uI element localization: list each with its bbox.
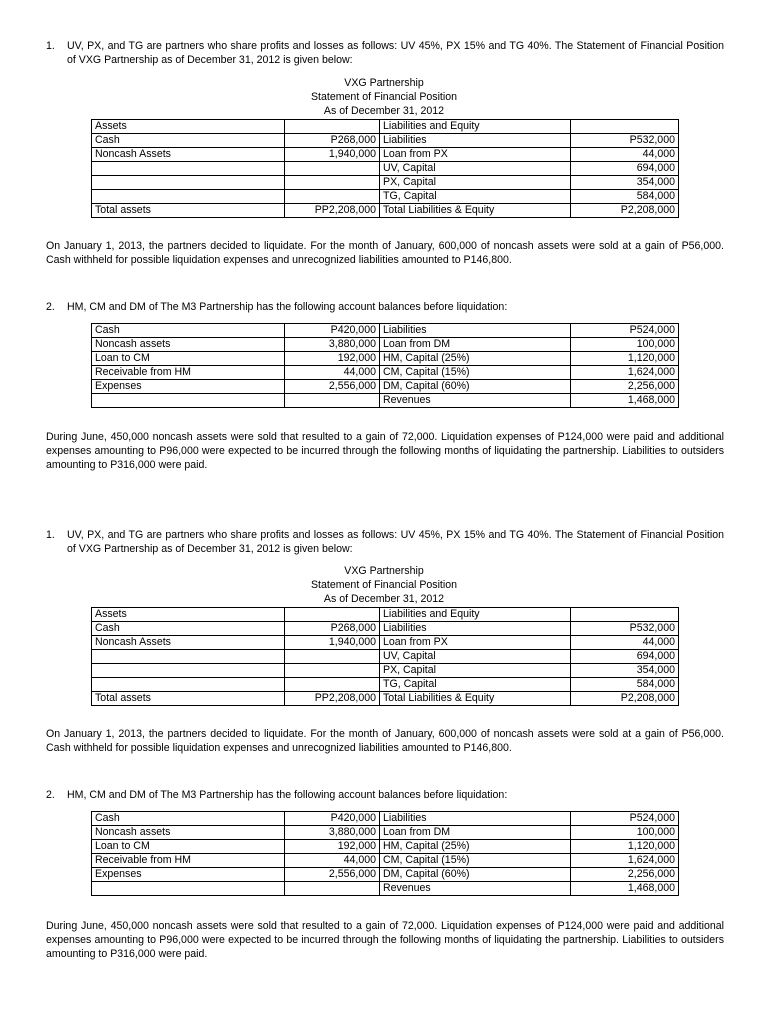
table-row [92, 176, 679, 190]
account-name-cell [92, 176, 285, 190]
amount-cell [285, 664, 380, 678]
amount-cell: 44,000 [571, 636, 679, 650]
statement-title-copy: Statement of Financial Position [310, 579, 458, 592]
amount-cell: 44,000 [285, 854, 380, 868]
amount-cell: 1,468,000 [571, 394, 679, 408]
account-name-cell: Liabilities [380, 812, 571, 826]
amount-cell: P420,000 [285, 812, 380, 826]
account-name-cell: Expenses [92, 868, 285, 882]
amount-cell [285, 190, 380, 204]
account-name-cell: Liabilities and Equity [380, 608, 571, 622]
amount-cell: 44,000 [571, 148, 679, 162]
account-name-cell: Cash [92, 812, 285, 826]
problem2-followup: During June, 450,000 noncash assets were sold that resulted to a gain of 72,000. Liquidation expenses of P124,000 were paid and additional expenses amounting to P96,000 were expected to be incurred through the following months of liquidating the partnership. Liabilities to outsiders amounting to P316,000 were paid. [46, 431, 724, 471]
problem2-number: 2. [46, 301, 55, 313]
statement-date-copy: As of December 31, 2012 [323, 593, 445, 606]
amount-cell: 1,940,000 [285, 636, 380, 650]
statement-date: As of December 31, 2012 [323, 105, 445, 118]
amount-cell: 694,000 [571, 162, 679, 176]
amount-cell: P420,000 [285, 324, 380, 338]
company-name-copy: VXG Partnership [344, 565, 424, 577]
amount-cell: 2,556,000 [285, 868, 380, 882]
table-row [92, 366, 679, 380]
amount-cell: 192,000 [285, 352, 380, 366]
account-name-cell: Noncash Assets [92, 636, 285, 650]
amount-cell [571, 608, 679, 622]
amount-cell: 100,000 [571, 826, 679, 840]
account-name-cell: Total assets [92, 692, 285, 706]
problem2-number-copy: 2. [46, 789, 55, 801]
table-row [92, 608, 679, 622]
amount-cell: 1,120,000 [571, 352, 679, 366]
company-name: VXG Partnership [344, 77, 424, 89]
account-name-cell: Loan to CM [92, 840, 285, 854]
problem1-intro [46, 39, 724, 67]
account-name-cell: Noncash Assets [92, 148, 285, 162]
account-name-cell: Receivable from HM [92, 366, 285, 380]
amount-cell: 44,000 [285, 366, 380, 380]
amount-cell [285, 608, 380, 622]
account-name-cell: DM, Capital (60%) [380, 380, 571, 394]
table-row [92, 162, 679, 176]
table-row [92, 840, 679, 854]
amount-cell: 192,000 [285, 840, 380, 854]
account-name-cell: Loan from DM [380, 338, 571, 352]
account-name-cell: HM, Capital (25%) [380, 352, 571, 366]
amount-cell: 1,940,000 [285, 148, 380, 162]
account-name-cell: PX, Capital [380, 176, 571, 190]
amount-cell: 2,256,000 [571, 380, 679, 394]
account-name-cell: Expenses [92, 380, 285, 394]
amount-cell [285, 882, 380, 896]
financial-position-table [91, 119, 679, 218]
account-name-cell: Liabilities [380, 324, 571, 338]
statement-title: Statement of Financial Position [310, 91, 458, 104]
amount-cell: 584,000 [571, 190, 679, 204]
table-row [92, 148, 679, 162]
account-name-cell: UV, Capital [380, 650, 571, 664]
amount-cell: P532,000 [571, 134, 679, 148]
amount-cell: PP2,208,000 [285, 692, 380, 706]
problem1-intro-copy [46, 528, 724, 556]
problem1-number-copy: 1. [46, 529, 55, 541]
table-row [92, 134, 679, 148]
table-row [92, 120, 679, 134]
account-name-cell: HM, Capital (25%) [380, 840, 571, 854]
amount-cell: 1,120,000 [571, 840, 679, 854]
account-name-cell [92, 882, 285, 896]
table-row [92, 352, 679, 366]
account-name-cell: CM, Capital (15%) [380, 366, 571, 380]
account-name-cell: Noncash assets [92, 338, 285, 352]
problem1-number: 1. [46, 40, 55, 52]
account-name-cell: Loan from DM [380, 826, 571, 840]
table-row [92, 380, 679, 394]
account-name-cell: Loan from PX [380, 148, 571, 162]
amount-cell: P268,000 [285, 622, 380, 636]
statement-heading-copy [0, 564, 768, 607]
account-name-cell: Noncash assets [92, 826, 285, 840]
account-name-cell: Liabilities [380, 622, 571, 636]
account-name-cell: Cash [92, 622, 285, 636]
account-name-cell [92, 190, 285, 204]
table-row [92, 338, 679, 352]
problem1-followup-copy: On January 1, 2013, the partners decided to liquidate. For the month of January, 600,000 of noncash assets were sold at a gain of P56,000. Cash withheld for possible liquidation expenses and unrecognized liabilities amounted to P146,800. [46, 728, 724, 754]
table-row [92, 324, 679, 338]
account-name-cell: TG, Capital [380, 190, 571, 204]
account-name-cell: Cash [92, 134, 285, 148]
problem2-intro-copy [46, 788, 724, 802]
table-row [92, 692, 679, 706]
amount-cell [285, 678, 380, 692]
account-name-cell: Assets [92, 120, 285, 134]
amount-cell: 2,556,000 [285, 380, 380, 394]
table-row [92, 650, 679, 664]
account-name-cell: Loan to CM [92, 352, 285, 366]
amount-cell [285, 394, 380, 408]
account-name-cell: DM, Capital (60%) [380, 868, 571, 882]
table-row [92, 622, 679, 636]
amount-cell: 584,000 [571, 678, 679, 692]
amount-cell: P524,000 [571, 812, 679, 826]
amount-cell: 100,000 [571, 338, 679, 352]
problem1-intro-text-copy: UV, PX, and TG are partners who share profits and losses as follows: UV 45%, PX 15% and TG 40%. The Statement of Financial Position of VXG Partnership as of December 31, 2012 is given below: [67, 529, 724, 555]
account-name-cell: Revenues [380, 882, 571, 896]
table-row [92, 854, 679, 868]
amount-cell [285, 176, 380, 190]
amount-cell [571, 120, 679, 134]
account-name-cell [92, 664, 285, 678]
table-row [92, 190, 679, 204]
account-name-cell: Total assets [92, 204, 285, 218]
table-row [92, 204, 679, 218]
financial-position-table-copy [91, 607, 679, 706]
amount-cell: 694,000 [571, 650, 679, 664]
account-name-cell [92, 162, 285, 176]
table-row [92, 678, 679, 692]
amount-cell: P2,208,000 [571, 692, 679, 706]
problem2-followup-copy: During June, 450,000 noncash assets were sold that resulted to a gain of 72,000. Liquidation expenses of P124,000 were paid and additional expenses amounting to P96,000 were expected to be incurred through the following months of liquidating the partnership. Liabilities to outsiders amounting to P316,000 were paid. [46, 920, 724, 960]
amount-cell: 1,624,000 [571, 366, 679, 380]
problem1-followup: On January 1, 2013, the partners decided to liquidate. For the month of January, 600,000 of noncash assets were sold at a gain of P56,000. Cash withheld for possible liquidation expenses and unrecognized liabilities amounted to P146,800. [46, 240, 724, 266]
amount-cell: P532,000 [571, 622, 679, 636]
account-name-cell: Revenues [380, 394, 571, 408]
amount-cell: 3,880,000 [285, 338, 380, 352]
table-row [92, 868, 679, 882]
amount-cell: 1,468,000 [571, 882, 679, 896]
problem2-intro-text-copy: HM, CM and DM of The M3 Partnership has the following account balances before liquidation: [67, 789, 508, 801]
statement-heading [0, 76, 768, 119]
amount-cell: 1,624,000 [571, 854, 679, 868]
account-balances-table [91, 323, 679, 408]
account-name-cell [92, 650, 285, 664]
account-name-cell: TG, Capital [380, 678, 571, 692]
table-row [92, 636, 679, 650]
account-name-cell: CM, Capital (15%) [380, 854, 571, 868]
amount-cell [285, 650, 380, 664]
account-name-cell: Loan from PX [380, 636, 571, 650]
table-row [92, 882, 679, 896]
problem1-intro-text: UV, PX, and TG are partners who share profits and losses as follows: UV 45%, PX 15% and TG 40%. The Statement of Financial Position of VXG Partnership as of December 31, 2012 is given below: [67, 40, 724, 66]
account-name-cell: PX, Capital [380, 664, 571, 678]
account-name-cell: Total Liabilities & Equity [380, 204, 571, 218]
table-row [92, 812, 679, 826]
amount-cell: 354,000 [571, 176, 679, 190]
table-row [92, 664, 679, 678]
amount-cell: P2,208,000 [571, 204, 679, 218]
account-name-cell: Receivable from HM [92, 854, 285, 868]
amount-cell: PP2,208,000 [285, 204, 380, 218]
amount-cell: 2,256,000 [571, 868, 679, 882]
account-name-cell: Cash [92, 324, 285, 338]
account-name-cell [92, 394, 285, 408]
amount-cell: P268,000 [285, 134, 380, 148]
amount-cell [285, 120, 380, 134]
problem2-intro [46, 300, 724, 314]
account-name-cell: UV, Capital [380, 162, 571, 176]
table-row [92, 394, 679, 408]
problem2-intro-text: HM, CM and DM of The M3 Partnership has the following account balances before liquidation: [67, 301, 508, 313]
amount-cell: 354,000 [571, 664, 679, 678]
account-balances-table-copy [91, 811, 679, 896]
account-name-cell [92, 678, 285, 692]
account-name-cell: Liabilities and Equity [380, 120, 571, 134]
amount-cell [285, 162, 380, 176]
amount-cell: 3,880,000 [285, 826, 380, 840]
account-name-cell: Total Liabilities & Equity [380, 692, 571, 706]
account-name-cell: Liabilities [380, 134, 571, 148]
table-row [92, 826, 679, 840]
amount-cell: P524,000 [571, 324, 679, 338]
account-name-cell: Assets [92, 608, 285, 622]
